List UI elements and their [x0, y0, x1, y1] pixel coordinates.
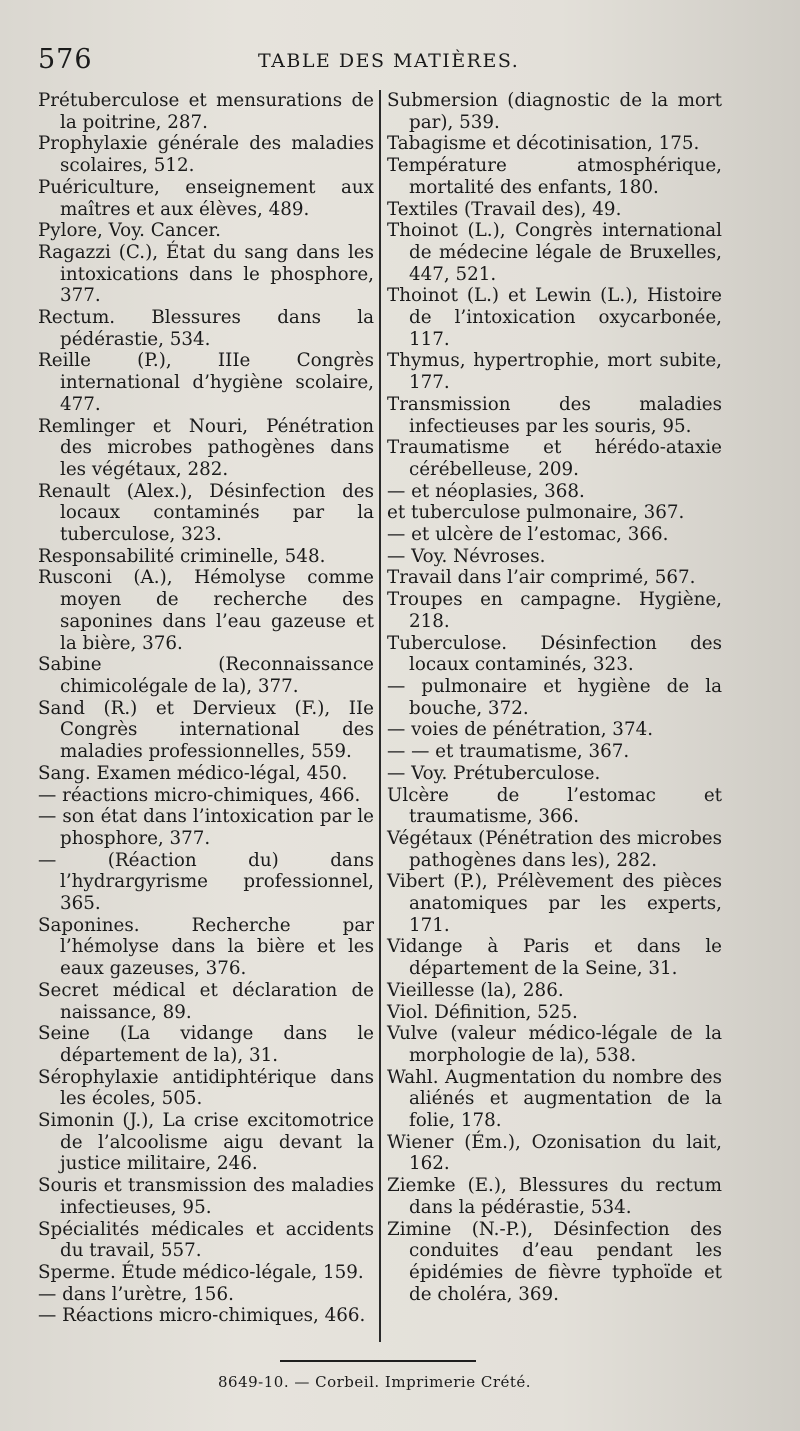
index-entry: Responsabilité criminelle, 548. — [38, 545, 326, 567]
index-entry: — Voy. Névroses. — [387, 545, 546, 567]
index-entry: Saponines. Recherche par l’hémolyse dans la bière et les eaux gazeuses, 376. — [38, 914, 374, 980]
index-entry: Thymus, hypertrophie, mort subite, 177. — [387, 350, 722, 394]
index-entry: Ragazzi (C.), État du sang dans les intoxications dans le phosphore, 377. — [38, 241, 374, 307]
index-entry: Remlinger et Nouri, Pénétration des microbes pathogènes dans les végétaux, 282. — [38, 415, 374, 480]
index-entry: Reille (P.), IIIe Congrès international d’hygiène scolaire, 477. — [38, 350, 374, 415]
index-column-right — [387, 90, 722, 1305]
index-entry: Vieillesse (la), 286. — [387, 979, 564, 1001]
index-entry: Température atmosphérique, mortalité des enfants, 180. — [387, 155, 722, 198]
index-entry: — (Réaction du) dans l’hydrargyrisme professionnel, 365. — [38, 849, 374, 915]
index-entry: Tabagisme et décotinisation, 175. — [387, 133, 700, 155]
page-header — [38, 44, 760, 78]
running-head: TABLE DES MATIÈRES. — [258, 50, 520, 72]
index-entry: Vidange à Paris et dans le département de la Seine, 31. — [387, 936, 722, 980]
index-entry: — Réactions micro-chimiques, 466. — [38, 1305, 366, 1327]
index-entry: Rectum. Blessures dans la pédérastie, 534. — [38, 307, 374, 350]
index-entry: — réactions micro-chimiques, 466. — [38, 784, 361, 806]
index-entry: Thoinot (L.), Congrès international de médecine légale de Bruxelles, 447, 521. — [387, 220, 722, 285]
index-entry: Secret médical et déclaration de naissance, 89. — [38, 979, 374, 1023]
printer-imprint: 8649-10. — Corbeil. Imprimerie Crété. — [218, 1373, 532, 1391]
index-entry: Souris et transmission des maladies infectieuses, 95. — [38, 1175, 374, 1218]
index-entry: Thoinot (L.) et Lewin (L.), Histoire de l’intoxication oxycarbonée, 117. — [387, 285, 722, 350]
index-entry: Zimine (N.-P.), Désinfection des conduites d’eau pendant les épidémies de fièvre typhoïde et de choléra, 369. — [387, 1218, 722, 1305]
index-entry: Viol. Définition, 525. — [387, 1001, 578, 1023]
index-entry: — et néoplasies, 368. — [387, 480, 585, 502]
index-entry: Tuberculose. Désinfection des locaux contaminés, 323. — [387, 632, 722, 676]
index-entry: Puériculture, enseignement aux maîtres et aux élèves, 489. — [38, 176, 374, 220]
index-entry: — et ulcère de l’estomac, 366. — [387, 524, 669, 546]
index-entry: Ulcère de l’estomac et traumatisme, 366. — [387, 784, 722, 828]
index-entry: Traumatisme et hérédo-ataxie cérébelleuse, 209. — [387, 437, 722, 480]
index-entry: — Voy. Prétuberculose. — [387, 762, 601, 784]
index-entry: Sperme. Étude médico-légale, 159. — [38, 1261, 364, 1283]
index-entry: Sand (R.) et Dervieux (F.), IIe Congrès international des maladies professionnelles, 559. — [38, 697, 374, 763]
index-entry: Sérophylaxie antidiphtérique dans les écoles, 505. — [38, 1066, 374, 1110]
index-entry: et tuberculose pulmonaire, 367. — [387, 502, 685, 524]
index-entry: — dans l’urètre, 156. — [38, 1283, 234, 1305]
index-entry: Wahl. Augmentation du nombre des aliénés et augmentation de la folie, 178. — [387, 1066, 722, 1132]
index-entry: Wiener (Ém.), Ozonisation du lait, 162. — [387, 1131, 722, 1175]
index-entry: Pylore, Voy. Cancer. — [38, 220, 221, 242]
index-entry: Vulve (valeur médico-légale de la morphologie de la), 538. — [387, 1023, 722, 1066]
page-number: 576 — [38, 44, 93, 75]
index-entry: Prophylaxie générale des maladies scolaires, 512. — [38, 133, 374, 177]
footer-rule — [280, 1360, 476, 1362]
index-column-left — [38, 90, 374, 1327]
index-entry: — son état dans l’intoxication par le phosphore, 377. — [38, 806, 374, 849]
index-entry: Végétaux (Pénétration des microbes pathogènes dans les), 282. — [387, 827, 722, 871]
index-entry: — — et traumatisme, 367. — [387, 741, 630, 763]
index-entry: Rusconi (A.), Hémolyse comme moyen de recherche des saponines dans l’eau gazeuse et la bière, 376. — [38, 567, 374, 654]
index-entry: Prétuberculose et mensurations de la poitrine, 287. — [38, 90, 374, 133]
index-entry: Seine (La vidange dans le département de la), 31. — [38, 1023, 374, 1066]
index-entry: Ziemke (E.), Blessures du rectum dans la pédérastie, 534. — [387, 1175, 722, 1218]
index-entry: — pulmonaire et hygiène de la bouche, 372. — [387, 675, 722, 719]
index-entry: Textiles (Travail des), 49. — [387, 198, 622, 220]
index-entry: Renault (Alex.), Désinfection des locaux contaminés par la tuberculose, 323. — [38, 480, 374, 546]
index-entry: Vibert (P.), Prélèvement des pièces anatomiques par les experts, 171. — [387, 871, 722, 936]
index-entry: Travail dans l’air comprimé, 567. — [387, 567, 696, 589]
column-divider — [379, 90, 381, 1342]
index-entry: Spécialités médicales et accidents du travail, 557. — [38, 1218, 374, 1262]
index-entry: Simonin (J.), La crise excitomotrice de l’alcoolisme aigu devant la justice militaire, 246. — [38, 1110, 374, 1175]
index-entry: Transmission des maladies infectieuses par les souris, 95. — [387, 393, 722, 437]
index-entry: Sang. Examen médico-légal, 450. — [38, 762, 348, 784]
index-entry: Submersion (diagnostic de la mort par), 539. — [387, 90, 722, 133]
index-entry: — voies de pénétration, 374. — [387, 719, 654, 741]
index-entry: Sabine (Reconnaissance chimicolégale de la), 377. — [38, 654, 374, 697]
index-entry: Troupes en campagne. Hygiène, 218. — [387, 589, 722, 632]
